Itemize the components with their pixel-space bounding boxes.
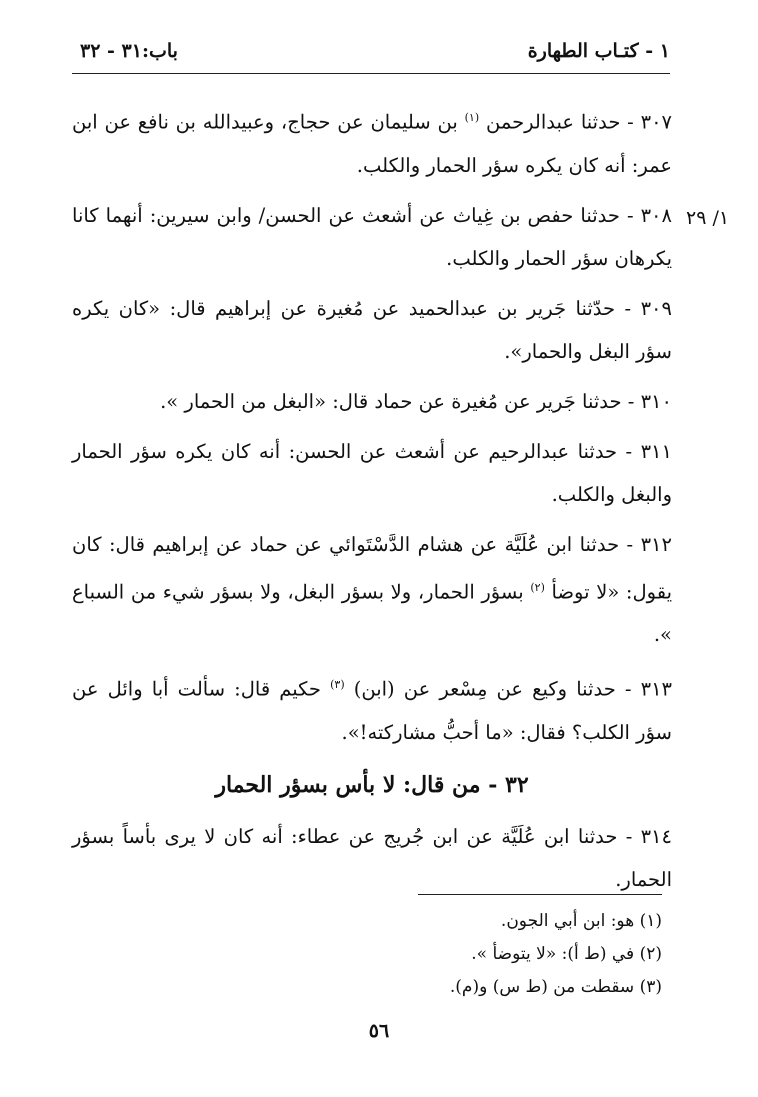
footnote-rule — [418, 894, 662, 895]
main-text — [72, 96, 672, 908]
hadith-paragraph: ٣١١ - حدثنا عبدالرحيم عن أشعث عن الحسن: أنه كان يكره سؤر الحمار والبغل والكلب. — [72, 439, 672, 506]
hadith-paragraph: ٣١٣ - حدثنا وكيع عن مِسْعر عن (ابن) $^{(٣)}$ حكيم قال: سألت أبا وائل عن سؤر الكلب؟ فقال: «ما أحبُّ مشاركته!». — [72, 677, 673, 744]
hadith-paragraph: ٣١٠ - حدثنا جَرير عن مُغيرة عن حماد قال: «البغل من الحمار ». — [160, 389, 672, 413]
footnote: (١) هو: ابن أبي الجون. — [500, 911, 662, 931]
footnote-ref: (١) — [464, 111, 480, 124]
footnote: (٣) سقطت من (ط س) و(م). — [449, 977, 662, 997]
hadith-paragraph: ٣١٤ - حدثنا ابن عُلَيَّة عن ابن جُريج عن عطاء: أنه كان لا يرى بأساً بسؤر الحمار. — [72, 824, 672, 891]
page-number: ٥٦ — [368, 1020, 390, 1042]
hadith-paragraph: ٣٠٧ - حدثنا عبدالرحمن $^{(١)}$ بن سليمان عن حجاج، وعبيدالله بن نافع عن ابن عمر: أنه كان يكره سؤر الحمار والكلب. — [72, 110, 673, 177]
footnote: (٢) في (ط أ): «لا يتوضأ ». — [471, 944, 662, 964]
footnote-ref: (٣) — [330, 678, 345, 691]
hadith-paragraph: ٣٠٩ - حدّثنا جَرير بن عبدالحميد عن مُغيرة عن إبراهيم قال: «كان يكره سؤر البغل والحمار». — [72, 296, 672, 363]
section-heading: ٣٢ - من قال: لا بأس بسؤر الحمار — [215, 771, 529, 798]
chapter-range: باب:٣١ - ٣٢ — [80, 40, 178, 62]
footnote-ref: (٢) — [530, 580, 545, 594]
header-rule — [72, 73, 670, 74]
footnotes — [450, 905, 662, 1004]
hadith-paragraph: ٣٠٨ - حدثنا حفص بن غِياث عن أشعث عن الحسن/ وابن سيرين: أنهما كانا يكرهان سؤر الحمار والكلب. — [72, 203, 672, 270]
hadith-paragraph: ٣١٢ - حدثنا ابن عُلَيَّة عن هشام الدَّسْتَوائي عن حماد عن إبراهيم قال: كان يقول: «لا توضأ $^{(٢)}$ بسؤر الحمار، ولا بسؤر البغل، ولا بسؤر شيء من السباع ». — [72, 532, 673, 646]
running-header — [72, 40, 670, 70]
margin-reference: ١/ ٢٩ — [686, 207, 730, 229]
book-title: ١ - كتـاب الطهارة — [527, 40, 670, 62]
